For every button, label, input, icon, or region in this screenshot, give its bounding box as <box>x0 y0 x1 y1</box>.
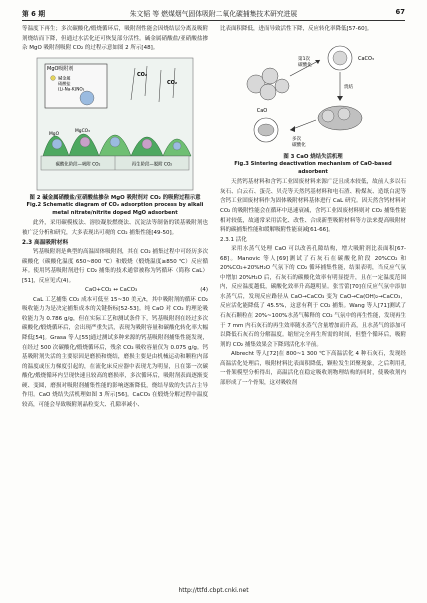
multi-carbonation-label-2: 碳酸化 <box>292 142 306 148</box>
legend-formula: (Li-Na-K)NO₃ <box>58 86 85 92</box>
figure-3-caption-en: Fig.3 Sintering deactivation mechanism of CaO-based adsorbent <box>234 160 392 175</box>
header-rule <box>22 20 405 21</box>
mgco3-label: MgCO₃ <box>75 128 90 134</box>
mgo-particle <box>52 139 62 149</box>
figure-2-caption-en: Fig.2 Schematic diagram of CO₂ adsorption process by alkali metal nitrate/nitrite doped MgO adsorbent <box>26 201 204 216</box>
subsection-heading-2-3-1: 2.3.1 活化 <box>220 236 247 243</box>
right-paragraph-2: 天然钙基材料和含钙工业固废材料来源广泛且成本较低，故前人多以石灰石、白云石、蛋壳、贝壳等天然钙基材料和电石渣、粉煤灰、造纸白泥等含钙工业固废材料作为固体吸附材料基体进行 CaL 研究。因天然含钙材料对 CO₂ 的吸附性能会在循环中迅速衰减，含钙工业固废材料则对 CO₂ 捕集性能相对较低，故通常采用活化、改性、合成新型吸附材料等方法来提高吸附材料的碳捕集性能和缓解吸附性能衰减[61-66]。 <box>220 179 406 234</box>
co2-gas-label-2: CO₂ <box>167 79 178 86</box>
co2-gas-label: CO₂ <box>137 71 148 78</box>
legend-nitrate: 硝酸盐 <box>58 80 71 86</box>
figure-2-schematic <box>35 56 195 192</box>
mgo-particle-2 <box>110 137 120 147</box>
figure-2-caption-zh: 图 2 碱金属硝酸盐/亚硝酸盐掺杂 MgO 吸附剂对 CO₂ 的吸附过程示意 <box>29 194 201 201</box>
caco3-shell-particle <box>328 46 352 70</box>
issue-number: 第 6 期 <box>22 10 46 18</box>
fresh-cao-cluster <box>247 68 289 100</box>
section-heading-2-3: 2.3 高温吸附材料 <box>22 239 69 246</box>
right-paragraph-3: 采用水蒸气处理 CaO 可以改善孔隙结构，增大吸附剂比表面积[67-68]。Manovic 等人[69]测试了石灰石在碳酸化阶段 20%CO₂ 和 20%CO₂+20%H₂O 气氛下的 CO₂ 循环捕集性能，结果表明，当反应气氛中增加 20%H₂O 后，石灰石的碳酸化效率有明显提升，且在一定温度范围内，反应温度越低，碳酸化效率升高越明显。张雪蕾[70]在反应气氛中添加水蒸气后，发现反应路径从 CaO→CaCO₃ 变为 CaO→Ca(OH)₂→CaCO₃，反应活化能降低了 45.5%，这意有利于 CO₂ 捕集。Wang 等人[71]测试了石灰石颗粒在 20%~100%水蒸气稀释的 CO₂ 气氛中的再生性能，发现再生于 7 mm 内石灰石的再生效率随水蒸气含量增加而升高，且水蒸气的添加可以降低石灰石的分解温度。缩短完全再生所需的时间，但整个循环后，吸附剂的 CO₂ 捕集效果会下降到活化水平前。 <box>220 246 406 348</box>
figure-3-caption-zh: 图 3 CaO 烧结失活机理 <box>283 153 343 160</box>
footer-url: http://ttfd.cbpt.cnki.net <box>178 587 249 594</box>
left-paragraph-3: 钙基吸附剂是典型的高温固体吸附剂，其在 CO₂ 捕集过程中可经历多次碳酸化（碳酸化温度 650~800 ℃）和煅烧（煅烧温度≥850 ℃）反应循环。使用钙基吸附剂进行 CO₂ 捕集的技术通常被称为钙循环（简称 CaL）[51]，反应见式(4)。 <box>22 249 208 284</box>
mgco3-particle-2 <box>142 139 152 149</box>
first-carbonation-label-2: 碳酸化 <box>298 62 312 68</box>
first-carbonation-label: 第1次 <box>298 56 311 62</box>
adsorbent-box-title: MgO吸附剂 <box>47 65 74 72</box>
multi-carbonation-label: 多次 <box>292 136 302 142</box>
left-paragraph-4: CaL 工艺捕集 CO₂ 成本可低至 15~30 美元/t，其中吸附剂的循环 CO₂ 吸收能力为是决定捕集成本的关键指标[52-53]。纯 CaO 对 CO₂ 的理论吸收能力为 0.786 g/g，但在实际工艺和测试条件下，钙基吸附剂在经过多次碳酸化/煅烧循环后，会出现严重失活，表现为吸附容量和碳酸化转化率大幅降低[54]。Grasa 等人[55]通过测试多种来源的钙基吸附剂捕集性能发现，在经过 500 次碳酸化/煅烧循环后，残余 CO₂ 吸收容量仅为 0.075 g/g。钙基吸附剂失活的主要原因是磨损和烧结，磨损主要是由机械运动和颗粒内部的温度或压力梯度引起的，在流化床反应器中表现尤为明显，且在第一次碳酸化/煅烧循环内呈现快速且较高的磨损率，多次循环后，吸附剂表面逐渐变硬、变圆，磨损对吸附剂捕集性能的影响逐渐降低，烧结导致的失活占主导作用。CaO 烧结失活机理如图 3 所示[56]。CaCO₃ 在煅烧分解过程中温度较高，可能会导致吸附剂晶粒变大、孔隙率减小、 <box>22 296 208 408</box>
carbonation-stage-label: 碳酸化阶段—吸附 CO₂ <box>55 162 101 168</box>
cao-label: CaO <box>256 107 268 114</box>
legend-alkali: 碱金属 <box>58 75 71 81</box>
figure-2 <box>35 56 195 192</box>
equation-4-body: CaO+CO₂ ↔ CaCO₃ <box>84 287 138 294</box>
left-column <box>22 25 208 410</box>
right-column <box>220 25 406 388</box>
regeneration-stage-label: 再生阶段—脱附 CO₂ <box>131 162 173 168</box>
mgo-label: MgO <box>49 131 60 137</box>
figure-3 <box>228 36 398 151</box>
sintered-cao-cluster <box>318 106 362 130</box>
caco3-label: CaCO₃ <box>358 55 374 62</box>
page-number: 67 <box>395 8 405 16</box>
mgco3-particle <box>80 137 90 147</box>
final-caco3-particle <box>254 118 278 142</box>
running-header <box>22 8 405 20</box>
left-paragraph-1: 等温度下再生；多次碳酸化/煅烧循环后，吸附剂性能会因烧结层分离及吸附剂烧结而下降，但通过水活化还可恢复部分活性。碱金属硝酸盐/亚硝酸盐掺杂 MgO 吸附剂吸附 CO₂ 的过程示意如图 2 所示[48]。 <box>22 26 208 52</box>
equation-4 <box>22 286 208 296</box>
mgo-particle-3 <box>173 142 181 150</box>
alkali-metal-marker <box>51 75 56 80</box>
equation-4-number: (4) <box>200 287 208 294</box>
running-title: 朱文韬 等 燃煤烟气固体吸附二氧化碳捕集技术研究进展 <box>129 10 298 18</box>
right-paragraph-1: 比表面积降低，进而导致活性下降，反应转化率降低[57-60]。 <box>220 26 373 32</box>
left-paragraph-2: 此外，采用碳模板法、溶胶凝胶燃烧法、沉淀法等制备的镁基吸附剂也被广泛分析和研究，大多表现出可观的 CO₂ 捕集性能[49-50]。 <box>22 220 208 236</box>
figure-3-diagram <box>228 36 398 151</box>
right-paragraph-4: Albrecht 等人[72]在 800~1 300 ℃下高温活化 4 种石灰石，发现经高温活化处理后，吸附材料比表面积降低，颗粒发生团聚现象，之后利用孔一骨架模型分析得出，高温活化在稳定吸收剂物理结构的同时，使吸收剂内部形成了一个骨架，这对吸收剂 <box>220 351 406 386</box>
mgo-particle-top <box>80 91 94 105</box>
sintering-label: 烧结 <box>344 84 354 90</box>
